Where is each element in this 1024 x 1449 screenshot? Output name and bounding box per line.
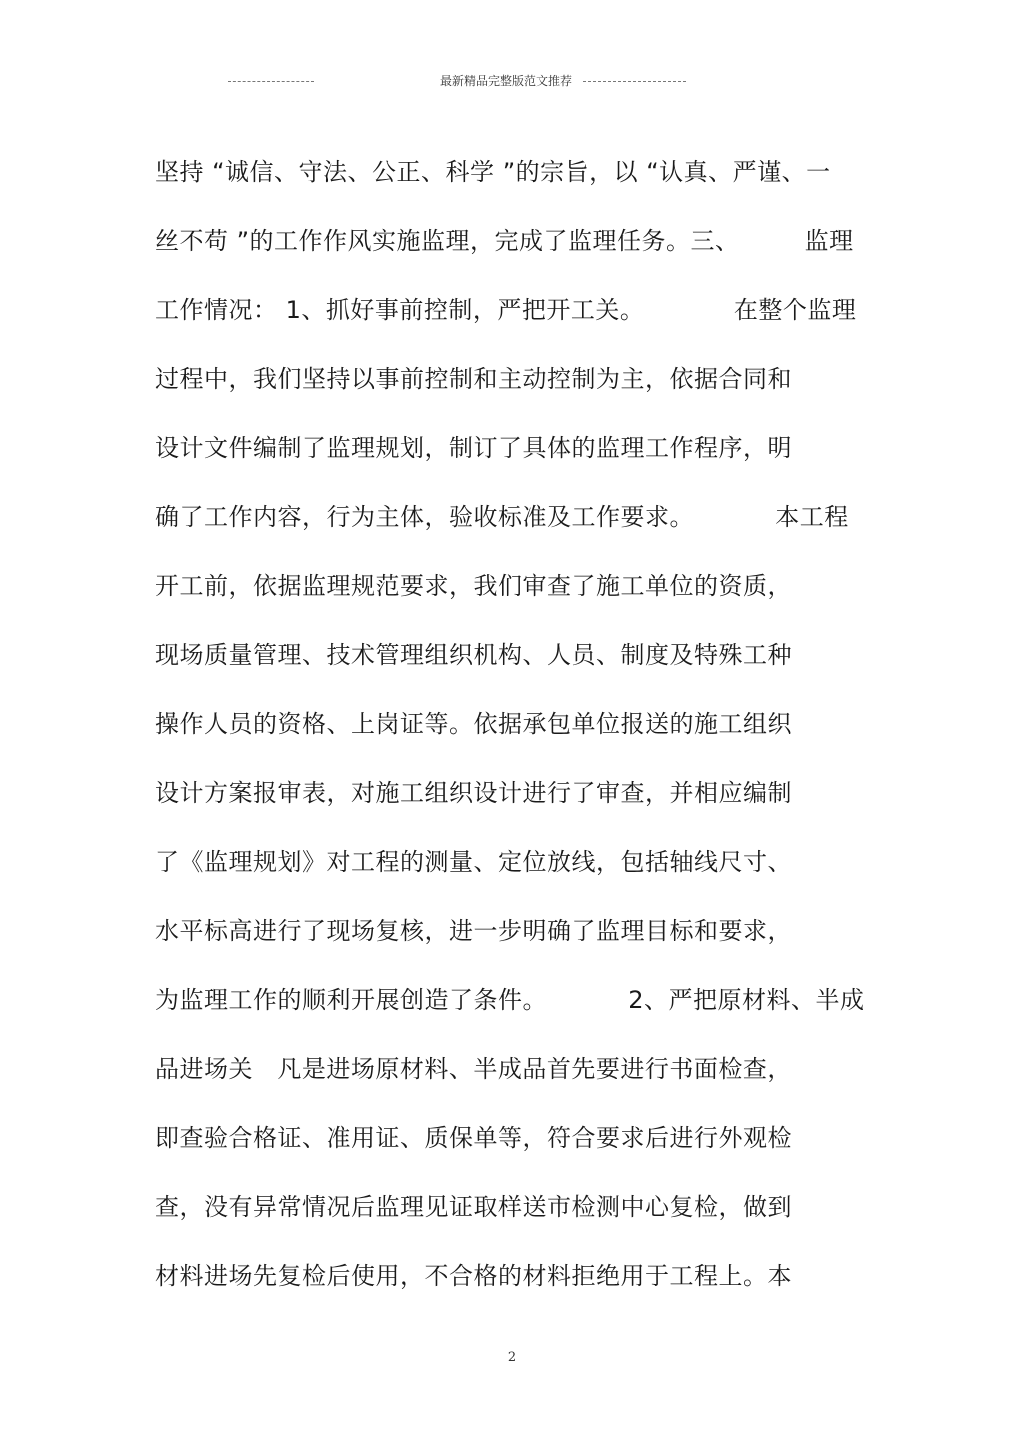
body-line: 设计方案报审表，对施工组织设计进行了审查，并相应编制 (155, 779, 792, 807)
body-line: 设计文件编制了监理规划，制订了具体的监理工作程序，明 (155, 434, 792, 462)
body-line: 了《监理规划》对工程的测量、定位放线，包括轴线尺寸、 (155, 848, 792, 876)
body-line: 确了工作内容，行为主体，验收标准及工作要求。 本工程 (155, 503, 849, 531)
body-line: 工作情况： 1、抓好事前控制，严把开工关。 在整个监理 (155, 296, 857, 324)
page-header (0, 72, 1024, 92)
header-left-rule (228, 81, 314, 82)
body-line: 坚持 “诚信、守法、公正、科学 ”的宗旨，以 “认真、严谨、一 (155, 158, 831, 186)
body-line: 丝不苟 ”的工作作风实施监理，完成了监理任务。三、 监理 (155, 227, 854, 255)
body-line: 操作人员的资格、上岗证等。依据承包单位报送的施工组织 (155, 710, 792, 738)
header-title: 最新精品完整版范文推荐 (440, 74, 573, 88)
body-line: 水平标高进行了现场复核，进一步明确了监理目标和要求， (155, 917, 792, 945)
body-line: 材料进场先复检后使用，不合格的材料拒绝用于工程上。本 (155, 1262, 792, 1290)
body-line: 现场质量管理、技术管理组织机构、人员、制度及特殊工种 (155, 641, 792, 669)
body-line: 过程中，我们坚持以事前控制和主动控制为主，依据合同和 (155, 365, 792, 393)
body-line: 为监理工作的顺利开展创造了条件。 2、严把原材料、半成 (155, 986, 865, 1014)
body-line: 查，没有异常情况后监理见证取样送市检测中心复检，做到 (155, 1193, 792, 1221)
body-line: 即查验合格证、准用证、质保单等，符合要求后进行外观检 (155, 1124, 792, 1152)
body-line: 开工前，依据监理规范要求，我们审查了施工单位的资质， (155, 572, 792, 600)
header-right-rule (583, 81, 686, 82)
page-number: 2 (507, 1350, 517, 1365)
body-line: 品进场关 凡是进场原材料、半成品首先要进行书面检查， (155, 1055, 792, 1083)
